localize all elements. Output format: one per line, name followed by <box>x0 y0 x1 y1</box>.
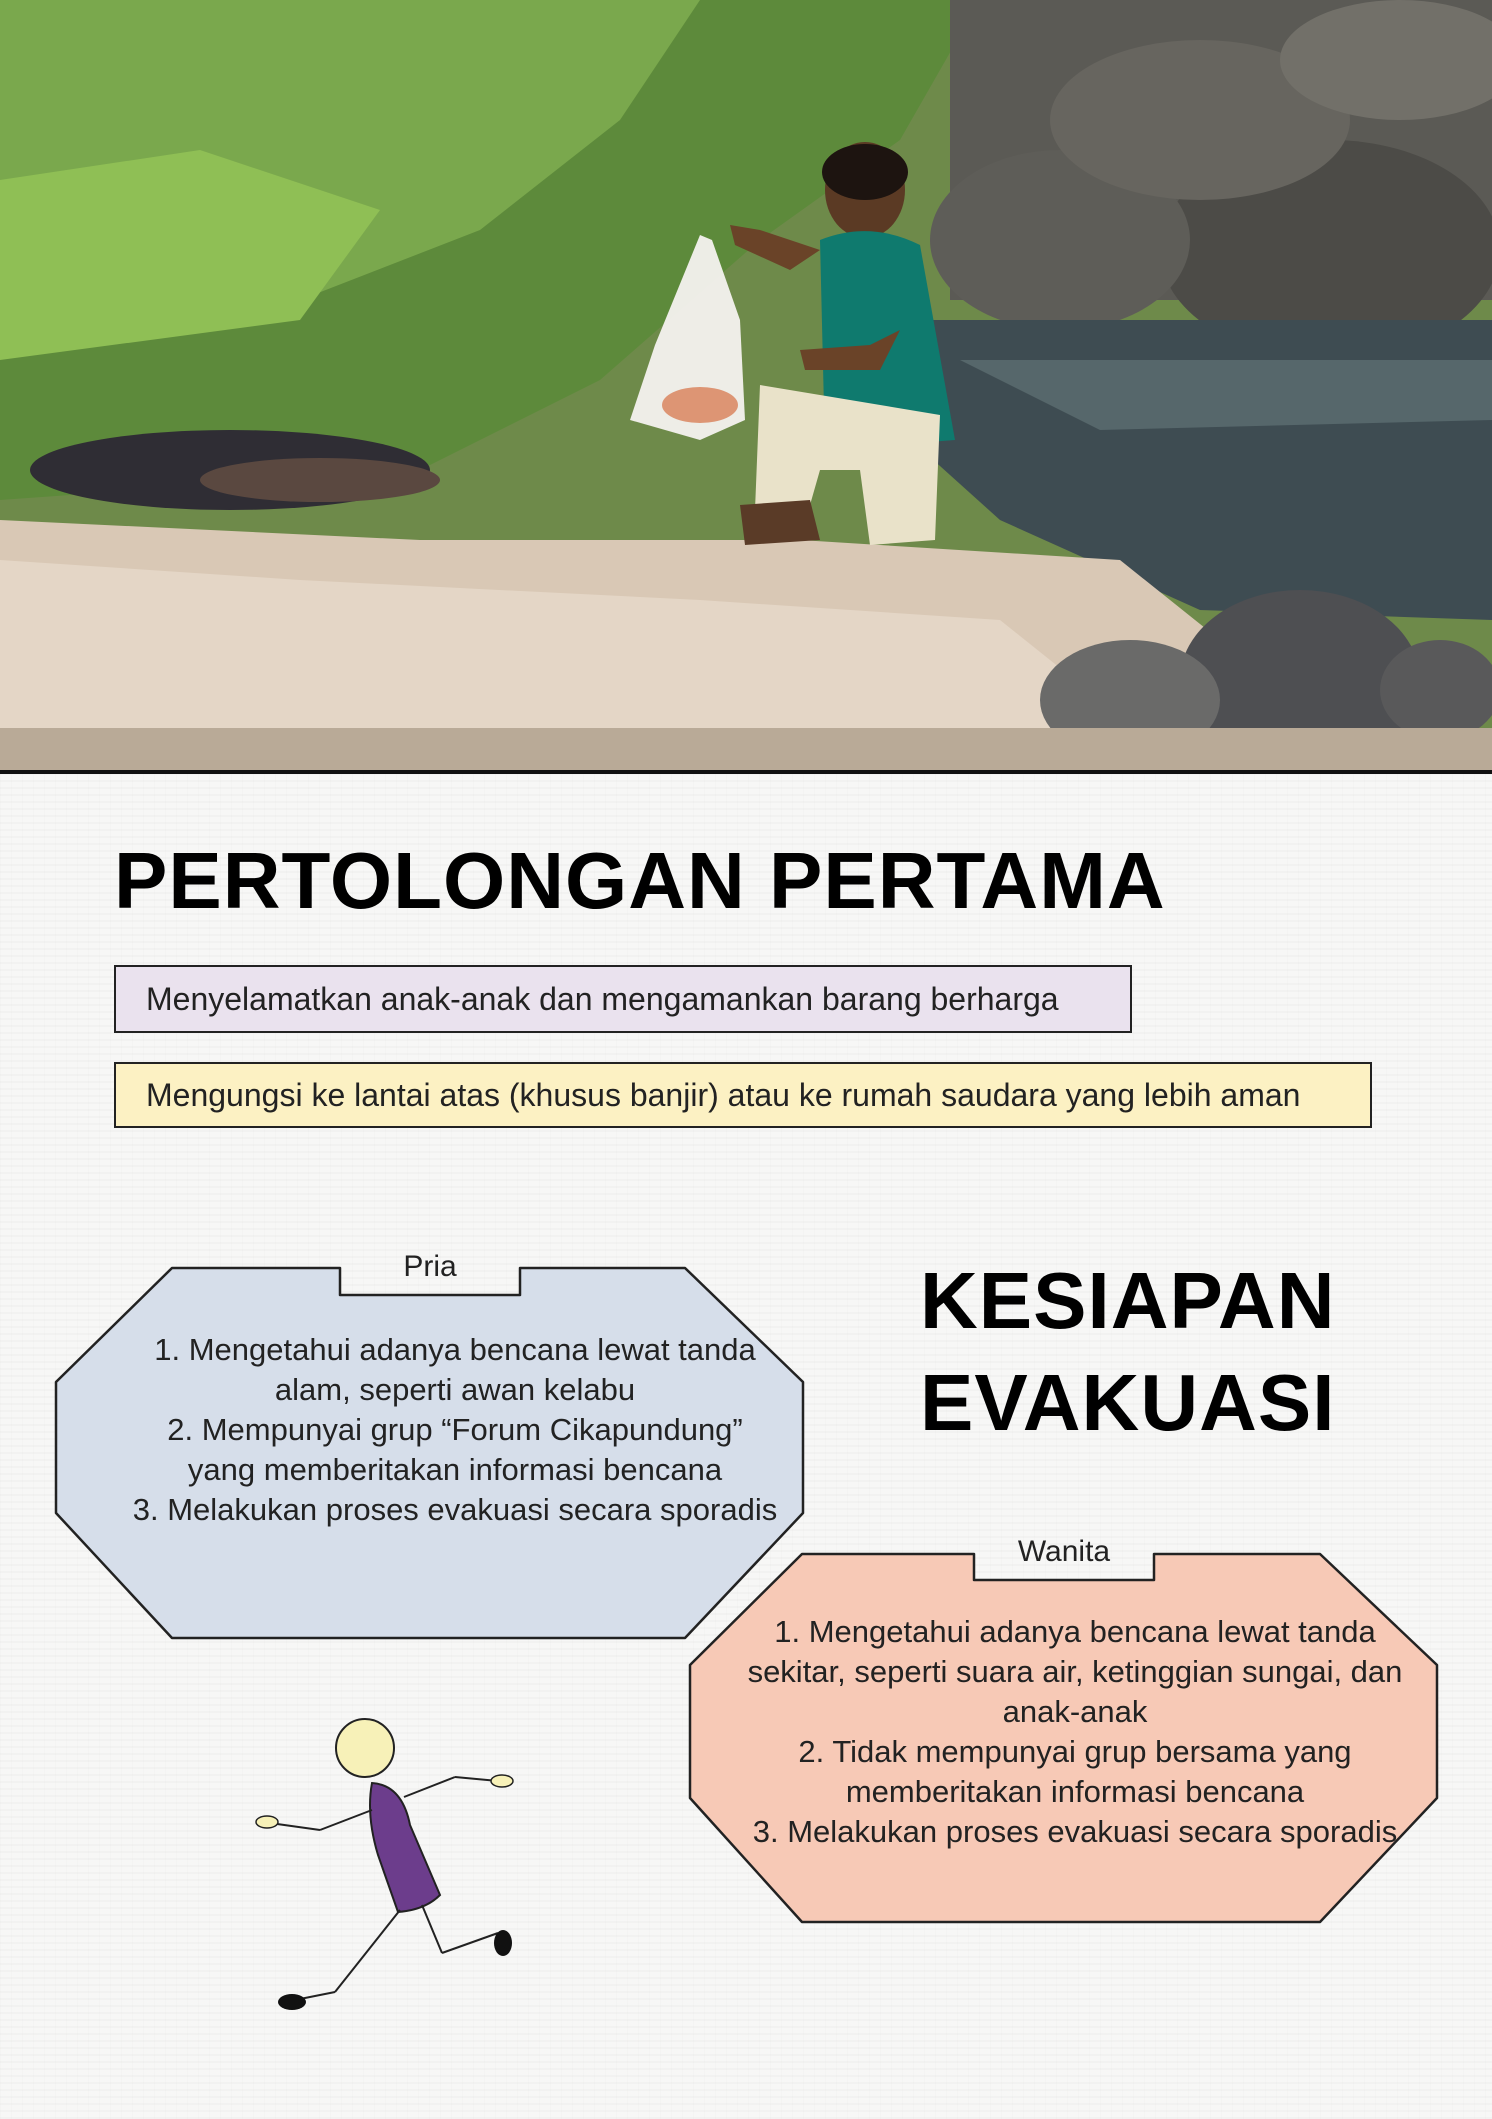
pria-list <box>130 1330 780 1530</box>
list-item: 1. Mengetahui adanya bencana lewat tanda sekitar, seperti suara air, ketinggian sungai, dan anak-anak <box>747 1614 1403 1729</box>
pria-tab-label: Pria <box>403 1250 457 1283</box>
list-item: 2. Mempunyai grup “Forum Cikapundung” yang memberitakan informasi bencana <box>167 1412 743 1487</box>
evacuation-title <box>920 1250 1335 1454</box>
wanita-tab-label: Wanita <box>1017 1535 1111 1568</box>
first-aid-title: PERTOLONGAN PERTAMA <box>114 836 1166 925</box>
running-figure-icon <box>250 1705 530 2025</box>
wanita-list <box>745 1612 1405 1852</box>
list-item: 2. Tidak mempunyai grup bersama yang memberitakan informasi bencana <box>798 1734 1352 1809</box>
evacuation-title-line2: EVAKUASI <box>920 1358 1336 1447</box>
list-item: 3. Melakukan proses evakuasi secara sporadis <box>132 1492 778 1527</box>
list-item: 1. Mengetahui adanya bencana lewat tanda alam, seperti awan kelabu <box>154 1332 756 1407</box>
evacuation-title-line1: KESIAPAN <box>920 1256 1336 1345</box>
first-aid-item-evacuate-text: Mengungsi ke lantai atas (khusus banjir) atau ke rumah saudara yang lebih aman <box>146 1076 1301 1113</box>
list-item: 3. Melakukan proses evakuasi secara sporadis <box>752 1814 1398 1849</box>
first-aid-item-rescue-text: Menyelamatkan anak-anak dan mengamankan barang berharga <box>146 980 1059 1017</box>
